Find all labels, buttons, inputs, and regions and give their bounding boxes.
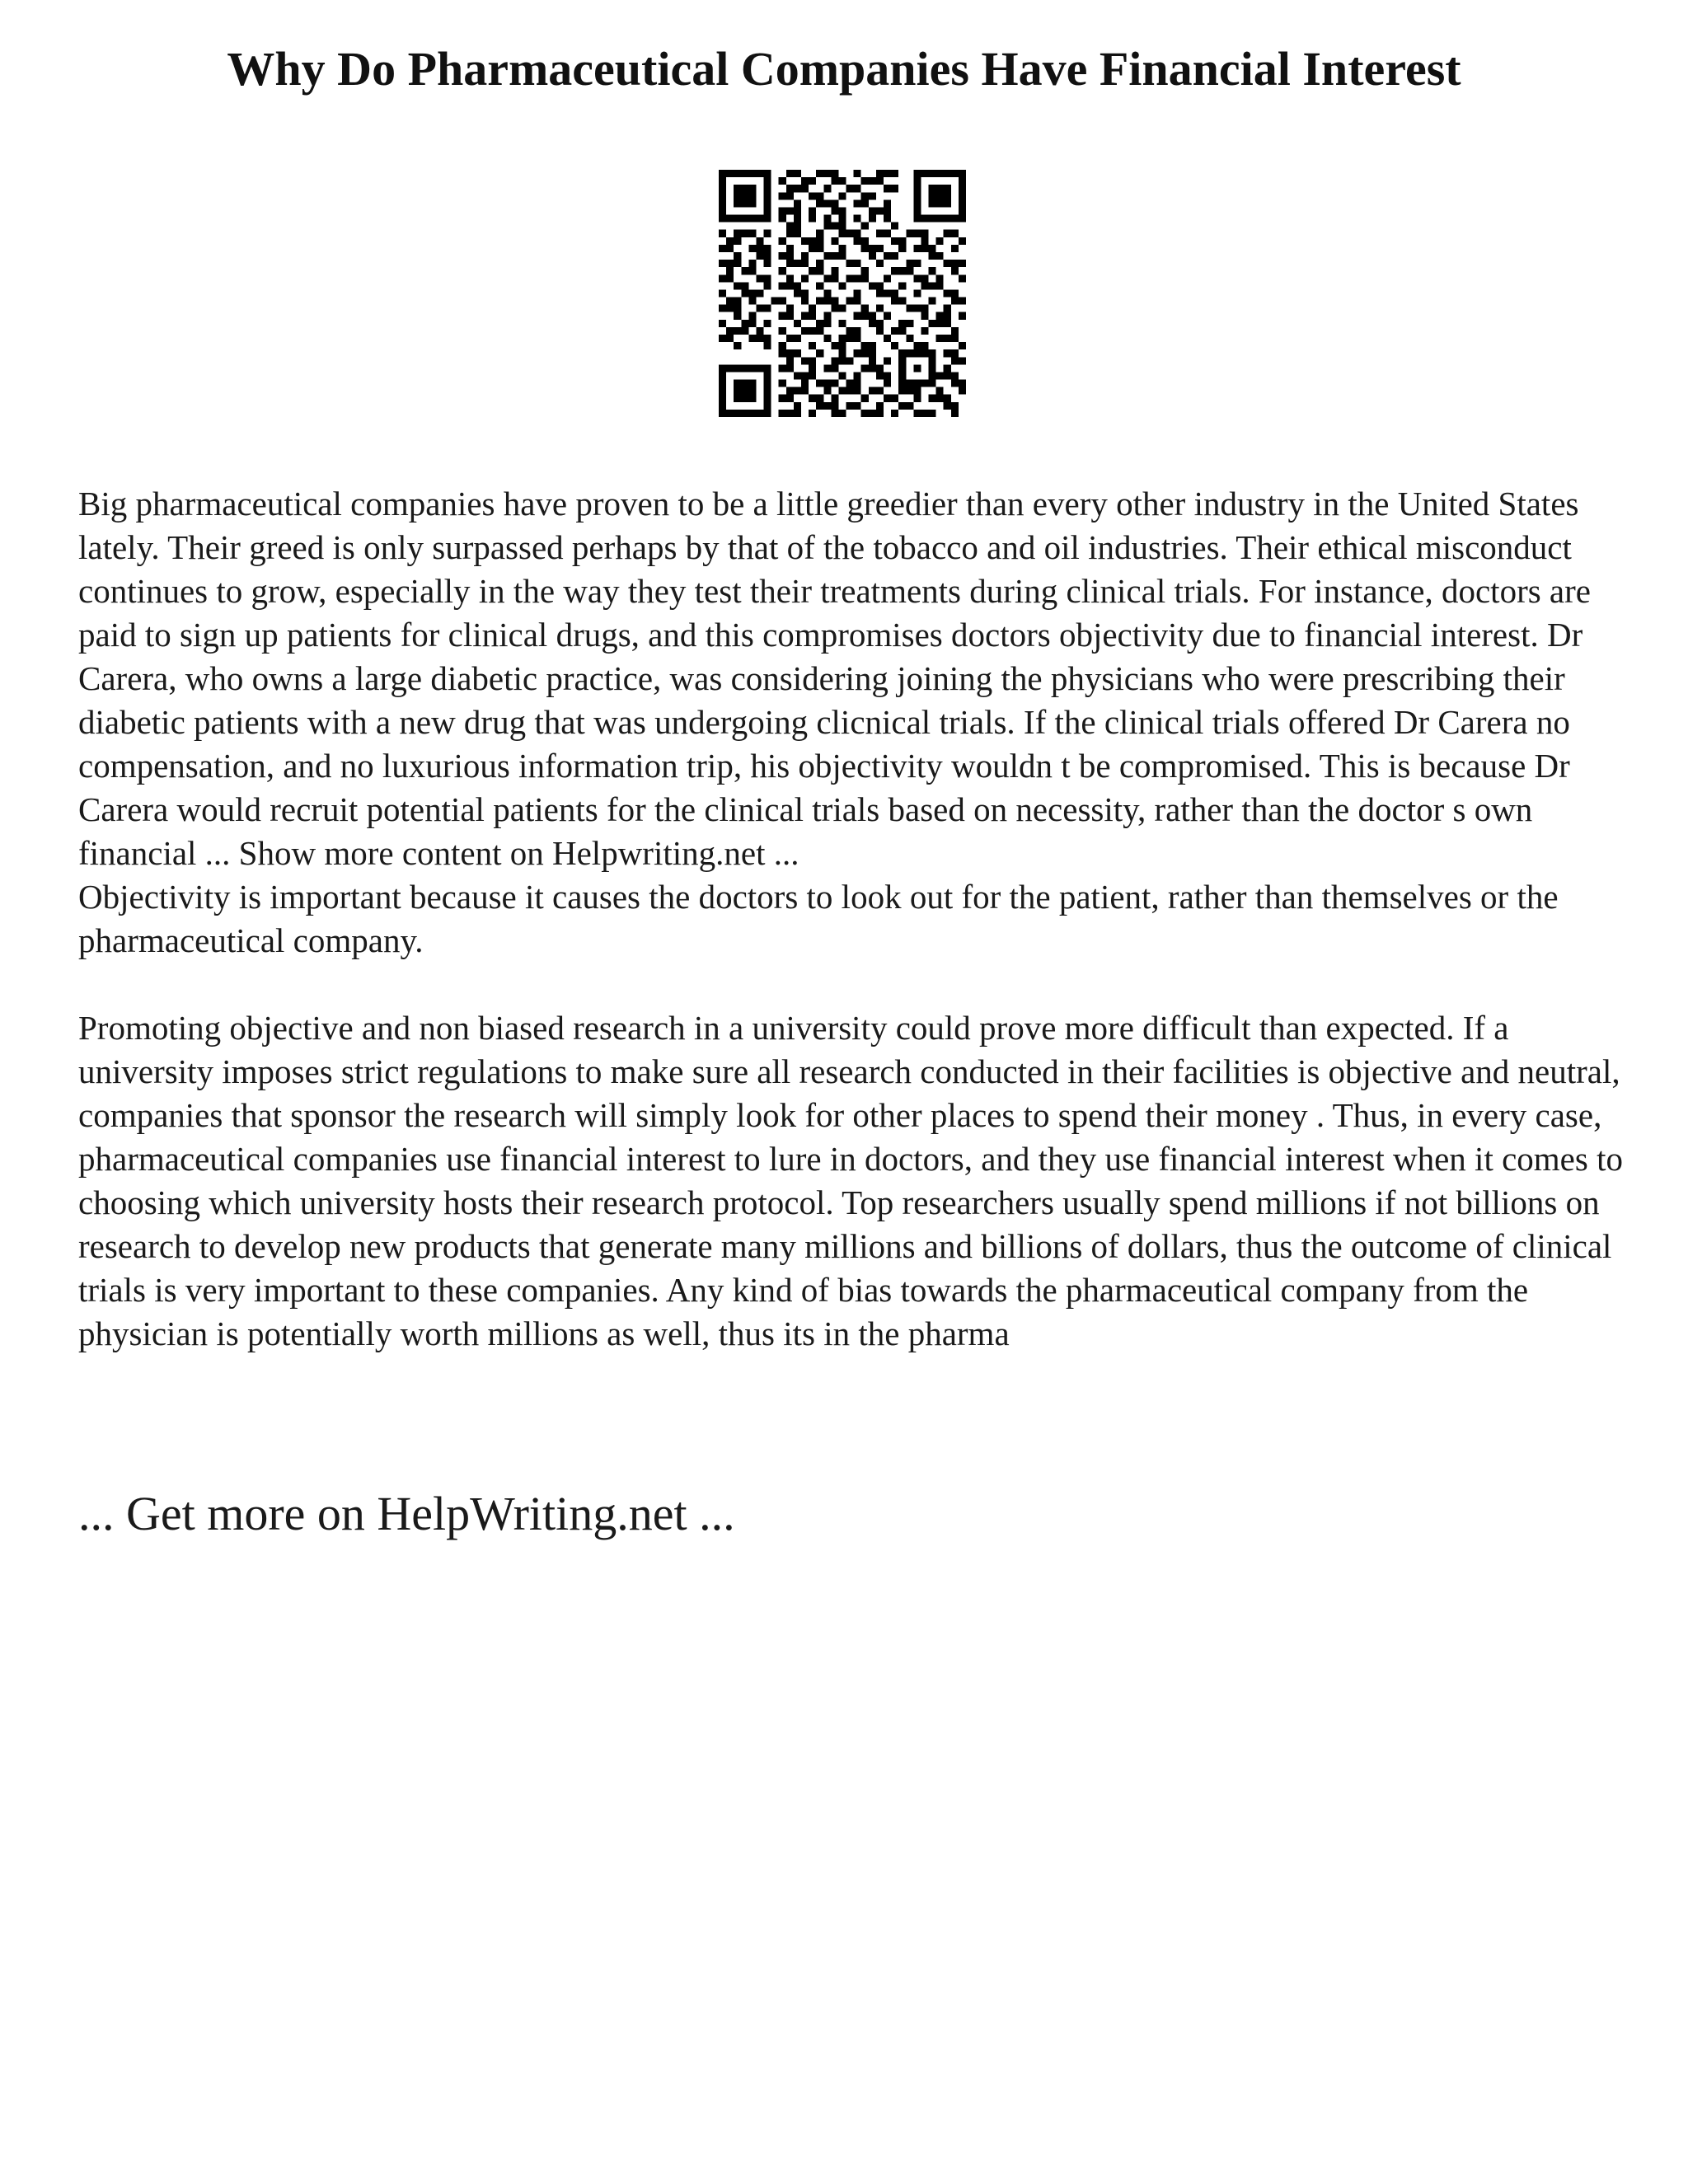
- get-more-link[interactable]: ... Get more on HelpWriting.net ...: [78, 1487, 735, 1540]
- paragraph-university-research: Promoting objective and non biased research in a university could prove more difficult than expected. If a university imposes strict regulations to make sure all research conducted in their facilities is objective and neutral, companies that sponsor the research will simply look for other places to spend their money . Thus, in every case, pharmaceutical companies use financial interest to lure in doctors, and they use financial interest when it comes to choosing which university hosts their research protocol. Top researchers usually spend millions if not billions on research to develop new products that generate many millions and billions of dollars, thus the outcome of clinical trials is very important to these companies. Any kind of bias towards the pharmaceutical company from the physician is potentially worth millions as well, thus its in the pharma: [78, 1009, 1623, 1352]
- qr-code-icon[interactable]: [719, 170, 966, 417]
- paragraph-intro: Big pharmaceutical companies have proven to be a little greedier than every other industry in the United States lately. Their greed is only surpassed perhaps by that of the tobacco and oil industries. Their ethical misconduct continues to grow, especially in the way they test their treatments during clinical trials. For instance, doctors are paid to sign up patients for clinical drugs, and this compromises doctors objectivity due to financial interest. Dr Carera, who owns a large diabetic practice, was considering joining the physicians who were prescribing their diabetic patients with a new drug that was undergoing clicnical trials. If the clinical trials offered Dr Carera no compensation, and no luxurious information trip, his objectivity wouldn t be compromised. This is because Dr Carera would recruit potential patients for the clinical trials based on necessity, rather than the doctor s own financial ... Show more content on Helpwriting.net ...: [78, 485, 1591, 872]
- paragraph-spacer: [78, 963, 1628, 1006]
- page-title: Why Do Pharmaceutical Companies Have Financial Interest: [227, 42, 1461, 96]
- article-body: [78, 482, 1628, 1356]
- paragraph-objectivity: Objectivity is important because it causes the doctors to look out for the patient, rather than themselves or the pharmaceutical company.: [78, 878, 1559, 959]
